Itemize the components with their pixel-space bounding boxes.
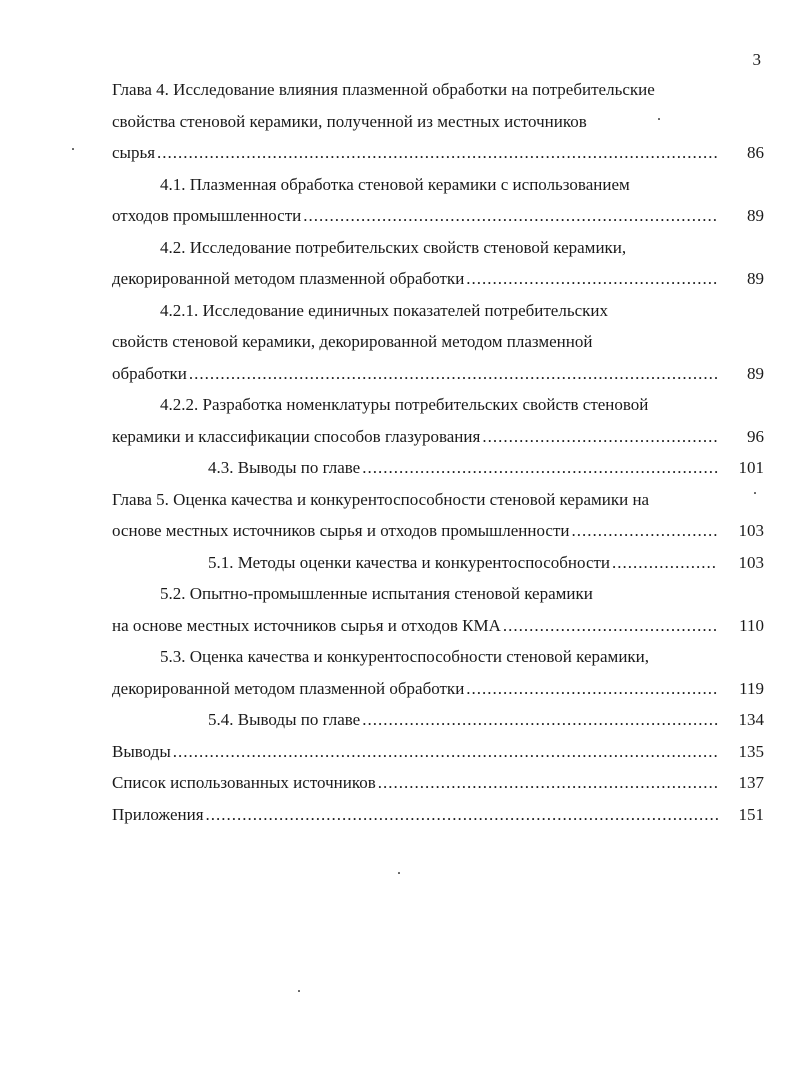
toc-entry [112,767,764,799]
toc-dot-leader [612,547,718,579]
toc-entry [112,232,764,295]
toc-entry-last-line [112,610,764,642]
toc-entry-last-line [112,515,764,547]
toc-entry-last-line [112,736,764,768]
toc-entry-line: 4.2.1. Исследование единичных показателей потребительских [160,300,608,320]
toc-dot-leader [157,137,718,169]
toc-entry-line: 4.2.2. Разработка номенклатуры потребительских свойств стеновой [160,395,649,414]
toc-entry-line: свойства стеновой керамики, полученной из местных источников [112,111,587,131]
toc-dot-leader [466,263,718,295]
toc-entry-title: керамики и классификации способов глазурования [112,426,481,446]
page-number: 3 [752,50,761,69]
toc-dot-leader [206,799,718,831]
toc-entry [112,452,764,484]
toc-entry [112,799,764,831]
toc-entry [112,547,764,579]
toc-page-number: 89 [747,206,764,225]
toc-entry-last-line [112,673,764,705]
scan-speck [298,990,300,992]
toc-entry-title: 5.1. Методы оценки качества и конкурентоспособности [208,552,611,572]
scan-speck [754,492,756,494]
toc-entry [112,389,764,452]
toc-entry-last-line [112,421,764,453]
toc-page-number: 89 [747,363,764,383]
toc-entry-line: 5.3. Оценка качества и конкурентоспособности стеновой керамики, [160,647,650,666]
toc-entry-last-line [112,137,764,169]
toc-entry-title: сырья [112,143,156,162]
toc-entry-title: 5.4. Выводы по главе [208,710,361,729]
toc-dot-leader [362,704,718,736]
toc-dot-leader [482,421,718,453]
toc-entry-line: свойств стеновой керамики, декорированной методом плазменной [112,332,593,351]
toc-page-number: 101 [738,458,764,477]
toc-page-number: 134 [738,710,764,729]
scan-speck [658,118,660,120]
toc-dot-leader [503,610,718,642]
toc-dot-leader [173,736,718,768]
toc-entry [112,484,764,547]
toc-entry-title: отходов промышленности [112,206,302,225]
toc-entry-title: Приложения [112,804,204,824]
toc-entry-title: декорированной методом плазменной обработки [112,678,465,698]
toc-entry-line: 4.1. Плазменная обработка стеновой керамики с использованием [160,174,630,194]
toc-page-number: 119 [739,678,764,698]
toc-dot-leader [378,767,718,799]
toc-entry-last-line [112,799,764,831]
scan-speck [72,148,74,150]
toc-page-number: 137 [738,773,764,792]
toc-entry-title: Список использованных источников [112,773,376,792]
toc-entry-last-line [112,452,764,484]
toc-entry-last-line [112,358,764,390]
toc-page-number: 135 [738,741,764,761]
toc-dot-leader [189,358,718,390]
toc-entry-line: Глава 5. Оценка качества и конкурентоспособности стеновой керамики на [112,489,650,509]
toc-dot-leader [362,452,718,484]
toc-dot-leader [571,515,718,547]
toc-entry [112,641,764,704]
toc-entry [112,295,764,390]
toc-entry-last-line [112,547,764,579]
toc-entry-last-line [112,263,764,295]
toc-page-number: 103 [738,552,764,572]
toc-entry-line: 4.2. Исследование потребительских свойств стеновой керамики, [160,237,627,257]
toc-entry-title: 4.3. Выводы по главе [208,458,361,477]
toc-page-number: 151 [738,804,764,824]
toc-dot-leader [303,200,718,232]
toc-entry-last-line [112,200,764,232]
toc-entry-last-line [112,704,764,736]
toc-entry [112,736,764,768]
toc-entry-title: Выводы [112,741,171,761]
toc-entry-last-line [112,767,764,799]
toc-page-number: 110 [739,615,764,635]
toc-entry [112,74,764,169]
toc-entry-title: обработки [112,363,187,383]
toc-entry-title: основе местных источников сырья и отходов промышленности [112,521,570,540]
toc-page-number: 89 [747,269,764,288]
toc-entry [112,578,764,641]
toc-entry-line: Глава 4. Исследование влияния плазменной обработки на потребительские [112,80,655,99]
toc-entry [112,704,764,736]
scan-speck [398,872,400,874]
toc-dot-leader [466,673,718,705]
toc-page-number: 96 [747,426,764,446]
toc-page-number: 86 [747,143,764,162]
toc-page-number: 103 [738,521,764,540]
toc-entry-line: 5.2. Опытно-промышленные испытания стеновой керамики [160,584,593,603]
table-of-contents [112,74,764,830]
toc-entry-title: на основе местных источников сырья и отходов КМА [112,615,501,635]
toc-entry [112,169,764,232]
toc-entry-title: декорированной методом плазменной обработки [112,269,465,288]
